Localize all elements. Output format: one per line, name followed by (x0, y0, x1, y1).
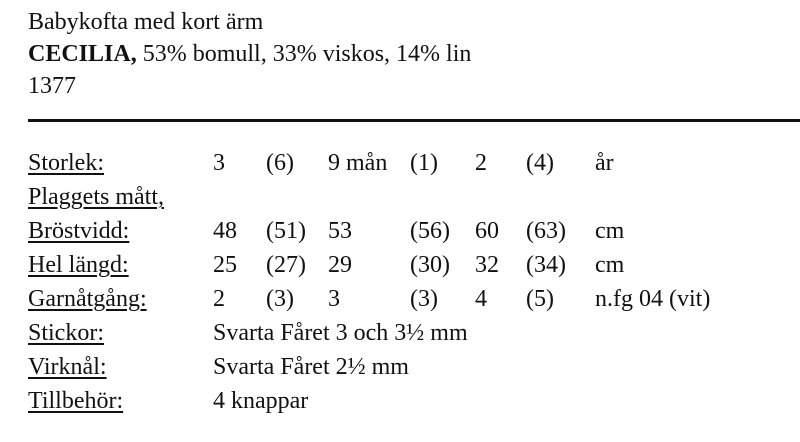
crochet-hook-value: Svarta Fåret 2½ mm (213, 354, 409, 380)
accessories-value: 4 knappar (213, 388, 309, 414)
yarn-composition: 53% bomull, 33% viskos, 14% lin (142, 41, 472, 67)
pattern-title: Babykofta med kort ärm (28, 9, 264, 35)
yarn-amount-value: (3) (410, 286, 438, 312)
total-length-value: 29 (328, 252, 352, 278)
chest-width-value: (56) (410, 218, 450, 244)
yarn-line (28, 38, 471, 70)
pattern-header (28, 6, 471, 102)
chest-width-value: (63) (526, 218, 566, 244)
total-length-value: (27) (266, 252, 306, 278)
size-label: Storlek: (28, 150, 104, 176)
total-length-value: (34) (526, 252, 566, 278)
pattern-number: 1377 (28, 73, 76, 99)
crochet-hook-label: Virknål: (28, 354, 107, 380)
yarn-amount-unit: n.fg 04 (vit) (595, 286, 711, 312)
size-value: 9 mån (328, 150, 388, 176)
size-value: 3 (213, 150, 225, 176)
yarn-amount-value: 3 (328, 286, 340, 312)
yarn-amount-value: 2 (213, 286, 225, 312)
chest-width-label: Bröstvidd: (28, 218, 130, 244)
chest-width-value: (51) (266, 218, 306, 244)
size-value: (4) (526, 150, 554, 176)
chest-width-value: 60 (475, 218, 499, 244)
total-length-value: 25 (213, 252, 237, 278)
total-length-value: (30) (410, 252, 450, 278)
size-value: (1) (410, 150, 438, 176)
yarn-amount-value: (3) (266, 286, 294, 312)
yarn-amount-label: Garnåtgång: (28, 286, 147, 312)
chest-width-value: 48 (213, 218, 237, 244)
yarn-amount-value: (5) (526, 286, 554, 312)
size-value: 2 (475, 150, 487, 176)
header-divider (28, 119, 800, 122)
yarn-amount-value: 4 (475, 286, 487, 312)
total-length-label: Hel längd: (28, 252, 129, 278)
chest-width-value: 53 (328, 218, 352, 244)
chest-width-unit: cm (595, 218, 625, 244)
needles-label: Stickor: (28, 320, 104, 346)
total-length-value: 32 (475, 252, 499, 278)
size-unit: år (595, 150, 614, 176)
yarn-name: CECILIA, (28, 41, 137, 67)
total-length-unit: cm (595, 252, 625, 278)
size-value: (6) (266, 150, 294, 176)
accessories-label: Tillbehör: (28, 388, 124, 414)
garment-measurements-label: Plaggets mått, (28, 184, 164, 210)
needles-value: Svarta Fåret 3 och 3½ mm (213, 320, 468, 346)
